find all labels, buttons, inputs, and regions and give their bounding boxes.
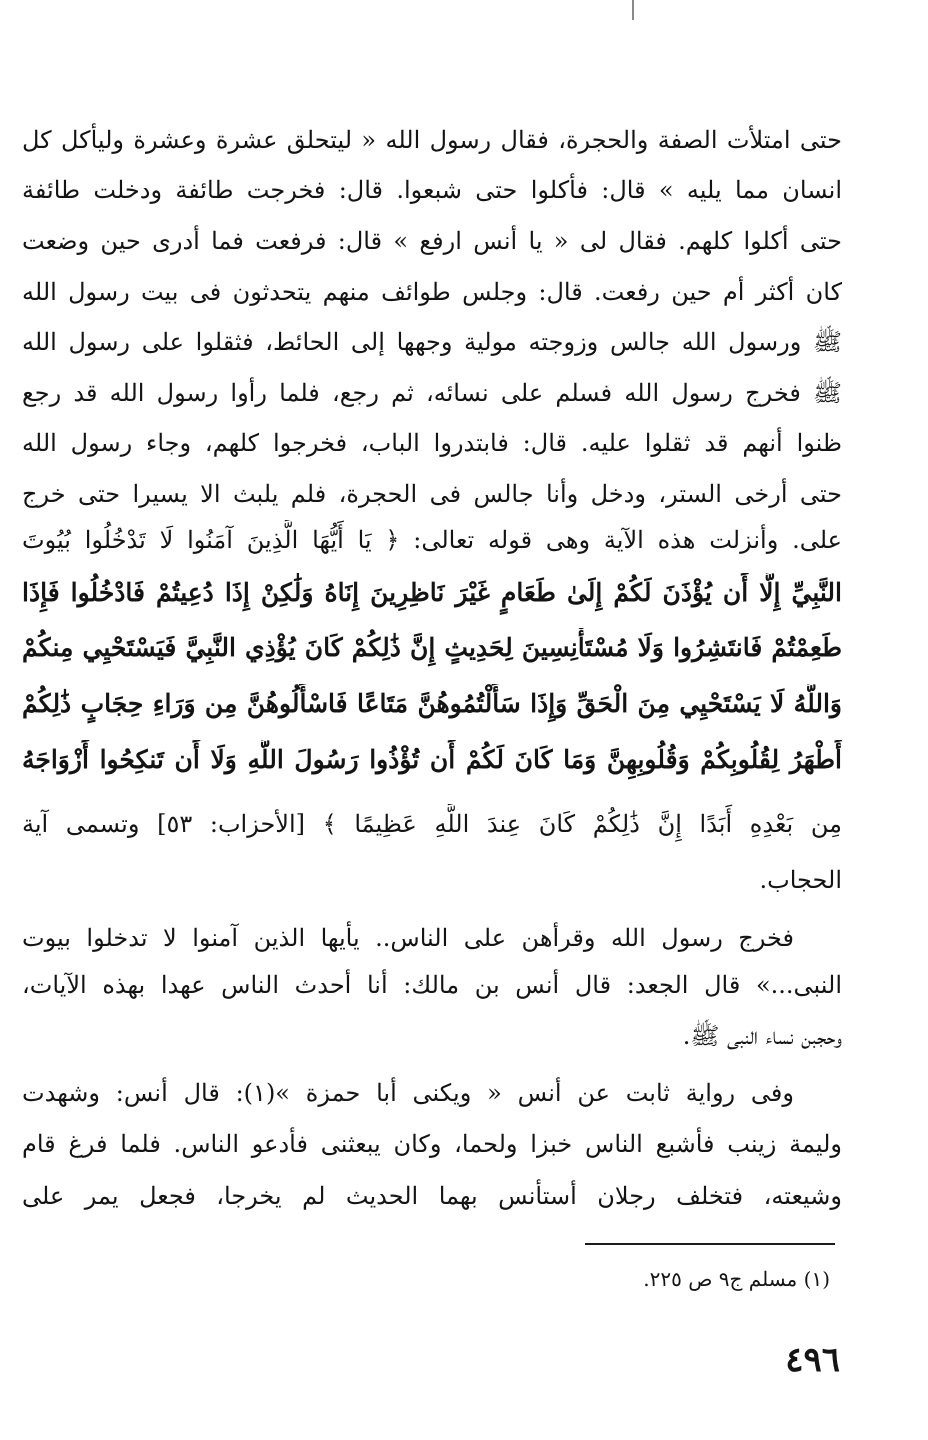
body-line-7: ظنوا أنهم قد ثقلوا عليه. قال: فابتدروا الباب، فخرجوا كلهم، وجاء رسول الله <box>22 429 842 457</box>
page-number: ٤٩٦ <box>785 1340 840 1380</box>
body-line-8: حتى أرخى الستر، ودخل وأنا جالس فى الحجرة، فلم يلبث الا يسيرا حتى خرج <box>22 480 842 508</box>
body-line-5: ﷺ ورسول الله جالس وزوجته مولية وجهها إلى الحائط، فثقلوا على رسول الله <box>22 328 842 356</box>
footnote-divider <box>585 1243 835 1245</box>
scan-mark <box>632 0 634 20</box>
footnote: (١) مسلم ج٩ ص ٢٢٥. <box>643 1267 830 1291</box>
quran-line-3: وَاللَّهُ لَا يَسْتَحْيِي مِنَ الْحَقِّ وَإِذَا سَأَلْتُمُوهُنَّ مَتَاعًا فَاسْأَلُوهُنَّ مِن وَرَاءِ حِجَابٍ ذَٰلِكُمْ <box>22 689 842 718</box>
body-line-10: الحجاب. <box>759 866 842 894</box>
body-line-6: ﷺ فخرج رسول الله فسلم على نسائه، ثم رجع، فلما رأوا رسول الله قد رجع <box>22 379 842 407</box>
para2-line-1: فخرج رسول الله وقرأهن على الناس.. يأيها الذين آمنوا لا تدخلوا بيوت <box>22 924 794 952</box>
body-line-3: حتى أكلوا كلهم. فقال لى « يا أنس ارفع » قال: فرفعت فما أدرى حين وضعت <box>22 227 842 255</box>
para3-line-2: وليمة زينب فأشبع الناس خبزا ولحما، وكان يبعثنى فأدعو الناس. فلما فرغ قام <box>22 1130 842 1158</box>
body-line-2: انسان مما يليه » قال: فأكلوا حتى شبعوا. قال: فخرجت طائفة ودخلت طائفة <box>22 176 842 204</box>
body-line-9: على. وأنزلت هذه الآية وهى قوله تعالى: ﴿ يَا أَيُّهَا الَّذِينَ آمَنُوا لَا تَدْخُلُوا بُيُوتَ <box>22 526 842 554</box>
quran-line-5: مِن بَعْدِهِ أَبَدًا إِنَّ ذَٰلِكُمْ كَانَ عِندَ اللَّهِ عَظِيمًا ﴾ [الأحزاب: ٥٣] وتسمى آية <box>22 810 842 838</box>
para2-line-3: وحجبن نساء النبى ﷺ. <box>682 1022 842 1050</box>
quran-line-4: أَطْهَرُ لِقُلُوبِكُمْ وَقُلُوبِهِنَّ وَمَا كَانَ لَكُمْ أَن تُؤْذُوا رَسُولَ اللَّهِ وَلَا أَن تَنكِحُوا أَزْوَاجَهُ <box>22 745 842 774</box>
body-line-1: حتى امتلأت الصفة والحجرة، فقال رسول الله « ليتحلق عشرة وعشرة وليأكل كل <box>22 126 842 154</box>
para2-line-2: النبى...» قال الجعد: قال أنس بن مالك: أنا أحدث الناس عهدا بهذه الآيات، <box>22 971 842 999</box>
quran-line-1: النَّبِيِّ إِلَّا أَن يُؤْذَنَ لَكُمْ إِلَىٰ طَعَامٍ غَيْرَ نَاظِرِينَ إِنَاهُ وَلَٰكِنْ إِذَا دُعِيتُمْ فَادْخُلُوا فَإِذَا <box>22 578 842 607</box>
body-line-4: كان أكثر أم حين رفعت. قال: وجلس طوائف منهم يتحدثون فى بيت رسول الله <box>22 278 842 306</box>
quran-line-2: طَعِمْتُمْ فَانتَشِرُوا وَلَا مُسْتَأْنِسِينَ لِحَدِيثٍ إِنَّ ذَٰلِكُمْ كَانَ يُؤْذِي النَّبِيَّ فَيَسْتَحْيِي مِنكُمْ <box>22 633 842 662</box>
para3-line-1: وفى رواية ثابت عن أنس « ويكنى أبا حمزة »(١): قال أنس: وشهدت <box>22 1079 794 1107</box>
para3-line-3: وشيعته، فتخلف رجلان أستأنس بهما الحديث لم يخرجا، فجعل يمر على <box>22 1182 842 1210</box>
